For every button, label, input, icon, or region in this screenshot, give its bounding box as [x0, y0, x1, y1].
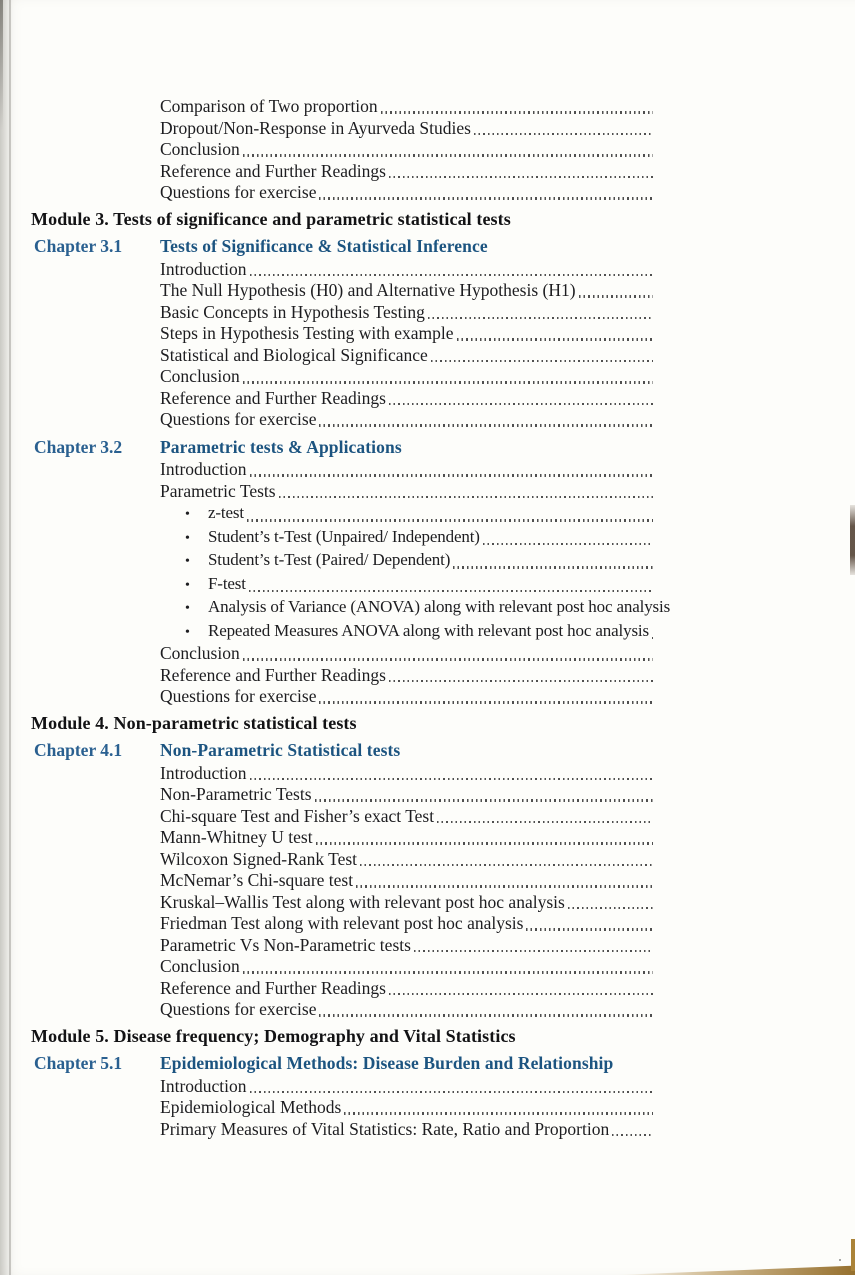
toc-entry-text: Repeated Measures ANOVA along with relevant post hoc analysis [208, 620, 649, 640]
toc-entry-text: Steps in Hypothesis Testing with example [160, 323, 454, 343]
dotted-leader [474, 133, 653, 135]
chapter-heading [0, 437, 655, 459]
toc-entry-text: Conclusion [160, 139, 240, 159]
dotted-leader [389, 176, 653, 178]
toc-entry-text: Questions for exercise [160, 686, 317, 706]
module-heading-text: Module 3. Tests of significance and parametric statistical tests [31, 208, 511, 229]
toc-entry-text: Questions for exercise [160, 409, 317, 429]
dotted-leader [453, 566, 653, 568]
dotted-leader [389, 993, 653, 995]
toc-entry-text: Friedman Test along with relevant post hoc analysis [160, 913, 524, 933]
toc-entry [0, 806, 655, 828]
toc-entry [0, 956, 655, 978]
dotted-leader [428, 317, 653, 319]
chapter-title: Epidemiological Methods: Disease Burden and Relationship [160, 1053, 614, 1073]
toc-entry [0, 849, 655, 871]
book-bottom-edge [617, 1264, 855, 1275]
toc-entry-text: Questions for exercise [160, 182, 317, 202]
toc-entry [0, 459, 655, 481]
toc-entry-text: Reference and Further Readings [160, 977, 386, 998]
toc-bullet-entry [0, 502, 655, 526]
toc-entry-text: Dropout/Non-Response in Ayurveda Studies [160, 117, 471, 138]
toc-entry-text: Conclusion [160, 366, 240, 386]
toc-entry [0, 139, 655, 161]
toc-entry-text: Introduction [160, 1075, 247, 1096]
dotted-leader [356, 885, 653, 887]
dotted-leader [526, 928, 653, 930]
dotted-leader [483, 543, 653, 545]
toc-entry-text: Chi-square Test and Fisher’s exact Test [160, 805, 435, 826]
dotted-leader [250, 474, 653, 476]
dotted-leader [250, 274, 653, 276]
toc-entry-text: Student’s t-Test (Paired/ Dependent) [208, 550, 451, 569]
toc-entry-text: Conclusion [160, 956, 240, 976]
toc-bullet-entry [0, 573, 655, 597]
bullet-icon: • [185, 624, 190, 640]
toc-entry [0, 935, 655, 957]
toc-entry-text: Introduction [160, 762, 247, 783]
toc-entry [0, 259, 655, 281]
toc-entry [0, 1076, 655, 1098]
dotted-leader [360, 864, 653, 866]
toc-entry [0, 784, 655, 806]
dotted-leader [568, 907, 653, 909]
chapter-heading [0, 740, 655, 762]
dotted-leader [319, 197, 653, 199]
toc-bullet-entry [0, 596, 671, 620]
toc-entry-text: Non-Parametric Tests [160, 784, 312, 804]
toc-entry [0, 118, 655, 140]
toc-entry [0, 643, 655, 665]
toc-entry-text: Mann-Whitney U test [160, 827, 313, 847]
toc-entry-text: Primary Measures of Vital Statistics: Rate, Ratio and Proportion [160, 1118, 610, 1139]
toc-entry-text: Parametric Tests [160, 480, 276, 501]
dotted-leader [243, 154, 653, 156]
chapter-title: Parametric tests & Applications [160, 436, 402, 457]
toc-entry-text: Wilcoxon Signed-Rank Test [160, 848, 358, 869]
dotted-leader [243, 381, 653, 383]
toc-entry [0, 827, 655, 849]
bullet-icon: • [185, 577, 190, 593]
dotted-leader [250, 778, 653, 780]
dotted-leader [243, 971, 653, 973]
toc-entry-text: Reference and Further Readings [160, 160, 386, 181]
dotted-leader [250, 1091, 653, 1093]
chapter-label: Chapter 4.1 [34, 740, 123, 760]
toc-bullet-entry [0, 620, 655, 644]
module-heading-text: Module 4. Non-parametric statistical tests [31, 712, 357, 733]
toc-entry [0, 388, 655, 410]
module-heading-text: Module 5. Disease frequency; Demography and Vital Statistics [31, 1025, 516, 1046]
toc-entry-text: The Null Hypothesis (H0) and Alternative Hypothesis (H1) [160, 280, 576, 300]
chapter-title: Non-Parametric Statistical tests [160, 740, 401, 760]
toc-entry [0, 763, 655, 785]
toc-entry [0, 182, 655, 204]
toc-entry [0, 686, 655, 708]
book-corner-edge [851, 1239, 855, 1271]
module-heading [0, 209, 655, 231]
toc-entry [0, 302, 655, 324]
bullet-icon: • [185, 530, 190, 546]
toc-entry-text: Reference and Further Readings [160, 387, 386, 408]
dotted-leader [319, 701, 653, 703]
chapter-heading [0, 1053, 655, 1075]
bullet-icon: • [185, 601, 190, 616]
chapter-title: Tests of Significance & Statistical Inference [160, 236, 488, 256]
toc-entry-text: Introduction [160, 258, 247, 279]
toc-entry-text: Conclusion [160, 643, 240, 663]
toc-entry [0, 161, 655, 183]
module-heading [0, 713, 655, 735]
toc-entry [0, 323, 655, 345]
dotted-leader [249, 590, 653, 592]
dotted-leader [612, 1134, 653, 1136]
dotted-leader [414, 950, 653, 952]
toc-entry-text: Parametric Vs Non-Parametric tests [160, 934, 411, 955]
dotted-leader [316, 842, 653, 844]
toc-entry [0, 96, 655, 118]
module-heading [0, 1026, 655, 1048]
toc-entry-text: Questions for exercise [160, 999, 317, 1019]
chapter-label: Chapter 3.2 [34, 436, 123, 457]
chapter-heading [0, 236, 655, 258]
dotted-leader [247, 519, 653, 521]
toc-entry [0, 870, 655, 892]
toc-entry-text: Comparison of Two proportion [160, 96, 378, 116]
toc-entry-text: Basic Concepts in Hypothesis Testing [160, 301, 425, 322]
chapter-label: Chapter 5.1 [34, 1053, 123, 1073]
dotted-leader [652, 637, 653, 639]
bullet-icon: • [185, 554, 190, 569]
dotted-leader [457, 338, 653, 340]
dotted-leader [319, 1014, 653, 1016]
toc-entry [0, 1119, 655, 1141]
toc-entry-text: Epidemiological Methods [160, 1097, 342, 1117]
toc-entry [0, 999, 655, 1021]
dotted-leader [243, 658, 653, 660]
toc-entry [0, 409, 655, 431]
toc-entry [0, 345, 655, 367]
dotted-leader [579, 295, 653, 297]
toc-entry-text: Kruskal–Wallis Test along with relevant post hoc analysis [160, 891, 565, 912]
dotted-leader [315, 799, 653, 801]
toc-entry-text: Introduction [160, 459, 247, 479]
toc-bullet-entry [0, 549, 655, 573]
toc-rows [0, 96, 671, 1140]
toc-entry-text: Statistical and Biological Significance [160, 344, 428, 365]
toc-entry-text: z-test [208, 503, 244, 522]
dotted-leader [279, 496, 653, 498]
toc-entry-text: Reference and Further Readings [160, 664, 386, 685]
bullet-icon: • [185, 507, 190, 522]
toc-entry-text: Student’s t-Test (Unpaired/ Independent) [208, 526, 480, 546]
scan-speck [839, 1259, 841, 1261]
toc-entry [0, 366, 655, 388]
toc-entry-text: McNemar’s Chi-square test [160, 870, 354, 890]
dotted-leader [431, 360, 653, 362]
toc-entry [0, 280, 655, 302]
dotted-leader [437, 821, 653, 823]
toc-entry [0, 481, 655, 503]
page-right-edge-mark [850, 505, 855, 575]
dotted-leader [344, 1112, 653, 1114]
dotted-leader [389, 403, 653, 405]
toc-entry [0, 892, 655, 914]
chapter-label: Chapter 3.1 [34, 236, 123, 256]
dotted-leader [381, 111, 653, 113]
dotted-leader [319, 424, 653, 426]
toc-entry [0, 1097, 655, 1119]
toc-entry-text: Analysis of Variance (ANOVA) along with relevant post hoc analysis [208, 597, 671, 616]
toc-entry [0, 978, 655, 1000]
toc-bullet-entry [0, 526, 655, 550]
toc-entry-text: F-test [208, 573, 246, 593]
toc-entry [0, 665, 655, 687]
dotted-leader [389, 680, 653, 682]
toc-entry [0, 913, 655, 935]
